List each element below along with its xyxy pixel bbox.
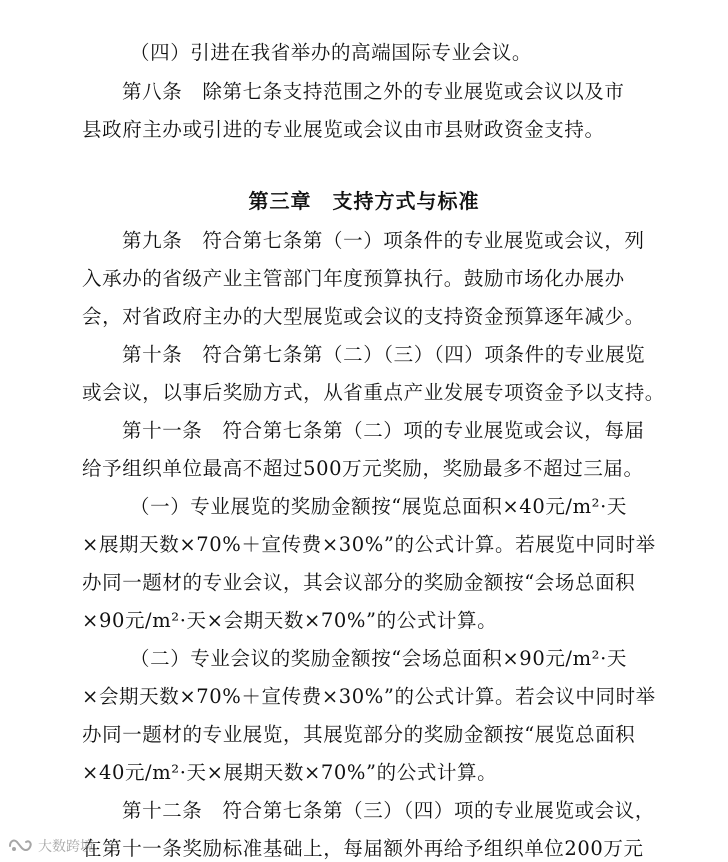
article-8-line-2: 县政府主办或引进的专业展览或会议由市县财政资金支持。 [82, 118, 605, 141]
article-12-line-1: 第十二条 符合第七条第（三）（四）项的专业展览或会议， [122, 799, 655, 822]
item-1-line-3: 办同一题材的专业会议，其会议部分的奖励金额按“会场总面积 [82, 571, 636, 594]
article-9-line-3: 会，对省政府主办的大型展览或会议的支持资金预算逐年减少。 [82, 305, 645, 328]
item-1-line-4: ×90元/m²·天×会期天数×70%”的公式计算。 [82, 609, 498, 632]
article-10-line-1: 第十条 符合第七条第（二）（三）（四）项条件的专业展览 [122, 343, 646, 366]
item-2-line-2: ×会期天数×70%＋宣传费×30%”的公式计算。若会议中同时举 [82, 685, 656, 708]
item-2-line-1: （二）专业会议的奖励金额按“会场总面积×90元/m²·天 [130, 647, 627, 670]
article-9-line-2: 入承办的省级产业主管部门年度预算执行。鼓励市场化办展办 [82, 267, 625, 290]
article-11-line-2: 给予组织单位最高不超过500万元奖励，奖励最多不超过三届。 [82, 457, 644, 480]
article-8-line-1: 第八条 除第七条支持范围之外的专业展览或会议以及市 [122, 80, 625, 103]
clause-item-4: （四）引进在我省举办的高端国际专业会议。 [130, 41, 533, 64]
watermark-logo-icon [8, 837, 34, 855]
article-9-line-1: 第九条 符合第七条第（一）项条件的专业展览或会议，列 [122, 229, 645, 252]
article-12-line-2: 在第十一条奖励标准基础上，每届额外再给予组织单位200万元 [82, 837, 644, 860]
article-10-line-2: 或会议，以事后奖励方式，从省重点产业发展专项资金予以支持。 [82, 381, 665, 404]
chapter-heading: 第三章 支持方式与标准 [248, 189, 480, 213]
watermark-text: 大数跨境 [38, 839, 94, 855]
item-2-line-4: ×40元/m²·天×展期天数×70%”的公式计算。 [82, 761, 498, 784]
item-1-line-2: ×展期天数×70%＋宣传费×30%”的公式计算。若展览中同时举 [82, 533, 656, 556]
watermark [8, 836, 94, 856]
item-2-line-3: 办同一题材的专业展览，其展览部分的奖励金额按“展览总面积 [82, 723, 636, 746]
article-11-line-1: 第十一条 符合第七条第（二）项的专业展览或会议，每届 [122, 419, 645, 442]
item-1-line-1: （一）专业展览的奖励金额按“展览总面积×40元/m²·天 [130, 495, 627, 518]
